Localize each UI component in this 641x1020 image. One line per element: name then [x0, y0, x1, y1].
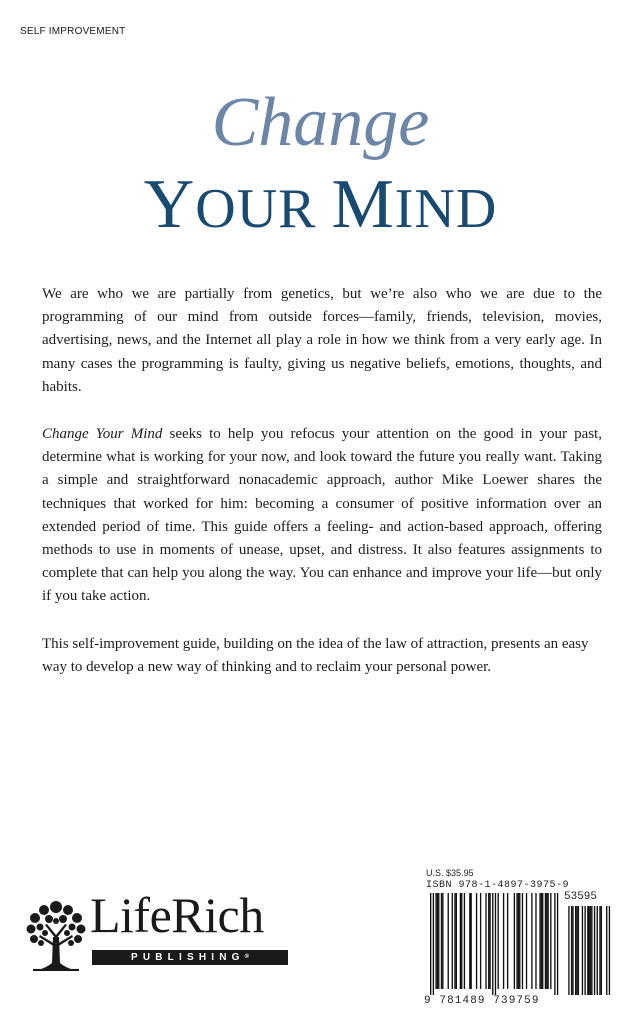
registered-mark: ®	[244, 954, 250, 960]
category-label: SELF IMPROVEMENT	[20, 26, 126, 37]
barcode-bar	[535, 893, 536, 989]
barcode-bar	[452, 893, 453, 989]
barcode	[428, 893, 613, 997]
barcode-guard-bar	[495, 893, 496, 995]
barcode-bar	[547, 893, 548, 989]
barcode-bar	[507, 893, 508, 989]
barcode-addon-bar	[587, 906, 588, 995]
barcode-bar	[539, 893, 540, 989]
barcode-bar	[518, 893, 519, 989]
barcode-addon-bar	[576, 906, 577, 995]
barcode-digits: 9 781489 739759	[424, 995, 540, 1007]
barcode-bar	[476, 893, 477, 989]
barcode-bar	[541, 893, 542, 989]
barcode-bar	[514, 893, 515, 989]
barcode-addon-bar	[590, 906, 591, 995]
barcode-addon-bar	[575, 906, 576, 995]
barcode-bar	[469, 893, 470, 989]
barcode-bar	[448, 893, 449, 989]
barcode-bar	[435, 893, 436, 989]
barcode-addon-bar	[589, 906, 590, 995]
barcode-bar	[522, 893, 523, 989]
barcode-addon-bar	[597, 906, 598, 995]
barcode-bar	[460, 893, 461, 989]
barcode-addon-bar	[584, 906, 585, 995]
barcode-addon-bar	[568, 906, 569, 995]
barcode-bar	[454, 893, 455, 989]
blurb-paragraph-3: This self-improvement guide, building on the idea of the law of attraction, presents an easy way to develop a new way of thinking and to reclaim your personal power.	[42, 635, 589, 675]
barcode-addon-digits: 53595	[564, 891, 598, 903]
barcode-guard-bar	[492, 893, 493, 995]
barcode-addon-bar	[572, 906, 573, 995]
barcode-bar	[442, 893, 443, 989]
barcode-addon-bar	[578, 906, 579, 995]
barcode-guard-bar	[554, 893, 555, 995]
publisher-subtitle	[92, 950, 288, 965]
publisher-name: LifeRich	[90, 887, 264, 943]
title-rest-2: IND	[394, 178, 498, 240]
barcode-guard-bar	[557, 893, 558, 995]
barcode-addon-bar	[601, 906, 602, 995]
barcode-bar	[503, 893, 504, 989]
barcode-bar	[480, 893, 481, 989]
blurb	[42, 283, 602, 703]
title-line-2	[0, 166, 641, 243]
barcode-bar	[437, 893, 438, 989]
blurb-paragraph-1: We are who we are partially from genetics, but we’re also who we are due to the programming of our mind from outside forces—family, friends, television, movies, advertising, news, and the Internet all play a role in how we think from a very early age. In many cases the programming is faulty, giving us negative beliefs, emotions, thoughts, and habits.	[42, 286, 602, 395]
publisher-subtitle-text: PUBLISHING	[130, 952, 245, 963]
barcode-bar	[550, 893, 551, 989]
title-cap-y: Y	[143, 166, 196, 243]
title-cap-m: M	[331, 166, 395, 243]
barcode-addon-bar	[606, 906, 607, 995]
price-label: U.S. $35.95	[426, 868, 474, 878]
blurb-paragraph-2-text: seeks to help you refocus your attention on the good in your past, determine what is working for your now, and look toward the future you really want. Taking a simple and straightforward nonacademic approach, author Mike Loewer shares the techniques that worked for him: becoming a consumer of positive information over an extended period of time. This guide offers a feeling- and action-based approach, offering methods to use in moments of unease, upset, and distress. It also features assignments to complete that can help you along the way. You can enhance and improve your life—but only if you take action.	[42, 426, 602, 605]
barcode-addon-bar	[571, 906, 572, 995]
barcode-bar	[519, 893, 520, 989]
barcode-bar	[441, 893, 442, 989]
barcode-bar	[516, 893, 517, 989]
blurb-paragraph-2	[42, 423, 602, 609]
barcode-bar	[531, 893, 532, 989]
barcode-bar	[456, 893, 457, 989]
barcode-bar	[485, 893, 486, 989]
barcode-guard-bar	[430, 893, 431, 995]
barcode-bar	[471, 893, 472, 989]
title-line-1: Change	[211, 84, 430, 161]
barcode-bar	[542, 893, 543, 989]
barcode-bar	[546, 893, 547, 989]
barcode-bar	[526, 893, 527, 989]
barcode-bar	[498, 893, 499, 989]
barcode-addon-bar	[599, 906, 600, 995]
tree-icon	[25, 897, 87, 973]
barcode-bar	[461, 893, 462, 989]
barcode-addon-bar	[582, 906, 583, 995]
barcode-bar	[464, 893, 465, 989]
barcode-bar	[488, 893, 489, 989]
isbn-label: ISBN 978-1-4897-3975-9	[426, 880, 570, 891]
barcode-addon-bar	[609, 906, 610, 995]
title-rest-1: OUR	[195, 178, 332, 240]
blurb-book-title: Change Your Mind	[42, 426, 163, 443]
barcode-bar	[438, 893, 439, 989]
barcode-guard-bar	[433, 893, 434, 995]
barcode-bar	[489, 893, 490, 989]
barcode-addon-bar	[594, 906, 595, 995]
barcode-addon-bar	[591, 906, 592, 995]
barcode-bar	[545, 893, 546, 989]
